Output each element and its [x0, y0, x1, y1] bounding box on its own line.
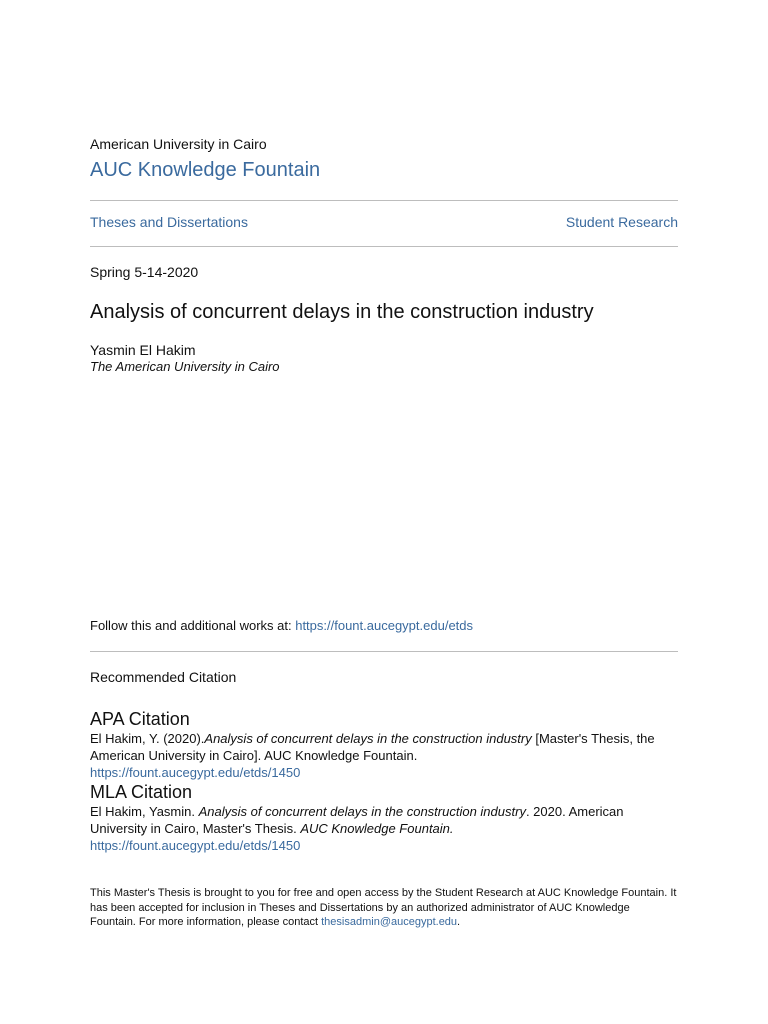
institution-name: American University in Cairo — [90, 136, 267, 152]
collection-nav — [90, 213, 678, 231]
mla-citation-text — [90, 803, 678, 854]
etds-link[interactable]: https://fount.aucegypt.edu/etds — [295, 618, 474, 633]
paper-title: Analysis of concurrent delays in the construction industry — [90, 301, 594, 323]
divider — [90, 200, 678, 201]
apa-citation-text — [90, 730, 678, 781]
publication-date: Spring 5-14-2020 — [90, 264, 199, 280]
repository-link[interactable]: AUC Knowledge Fountain — [90, 159, 321, 181]
mla-url-link[interactable]: https://fount.aucegypt.edu/etds/1450 — [90, 838, 301, 853]
apa-url-link[interactable]: https://fount.aucegypt.edu/etds/1450 — [90, 765, 301, 780]
student-research-link[interactable]: Student Research — [565, 214, 678, 230]
divider — [90, 651, 678, 652]
mla-citation-heading: MLA Citation — [90, 782, 193, 802]
access-notice-end: . — [457, 916, 461, 928]
apa-citation-heading: APA Citation — [90, 709, 190, 729]
theses-dissertations-link[interactable]: Theses and Dissertations — [90, 214, 248, 230]
apa-prefix: El Hakim, Y. (2020). — [90, 731, 205, 746]
apa-title: Analysis of concurrent delays in the construction industry — [204, 731, 532, 746]
recommended-citation-heading: Recommended Citation — [90, 669, 237, 685]
follow-line — [90, 617, 678, 634]
author-name: Yasmin El Hakim — [90, 342, 196, 358]
access-notice — [90, 886, 678, 930]
mla-source: AUC Knowledge Fountain. — [300, 821, 454, 836]
author-affiliation: The American University in Cairo — [90, 359, 280, 374]
contact-email-link[interactable]: thesisadmin@aucegypt.edu — [321, 916, 458, 928]
mla-middle: . 2020. American University in Cairo, Master's Thesis. — [90, 804, 624, 836]
divider — [90, 246, 678, 247]
mla-title: Analysis of concurrent delays in the construction industry — [198, 804, 526, 819]
follow-label: Follow this and additional works at: — [90, 618, 296, 633]
apa-suffix: [Master's Thesis, the American University in Cairo]. AUC Knowledge Fountain. — [90, 731, 655, 763]
access-notice-text: This Master's Thesis is brought to you for free and open access by the Student Research at AUC Knowledge Fountain. It has been accepted for inclusion in Theses and Dissertations by an authorized administrator of AUC Knowledge Fountain. For more information, please contact — [90, 887, 677, 928]
mla-prefix: El Hakim, Yasmin. — [90, 804, 199, 819]
